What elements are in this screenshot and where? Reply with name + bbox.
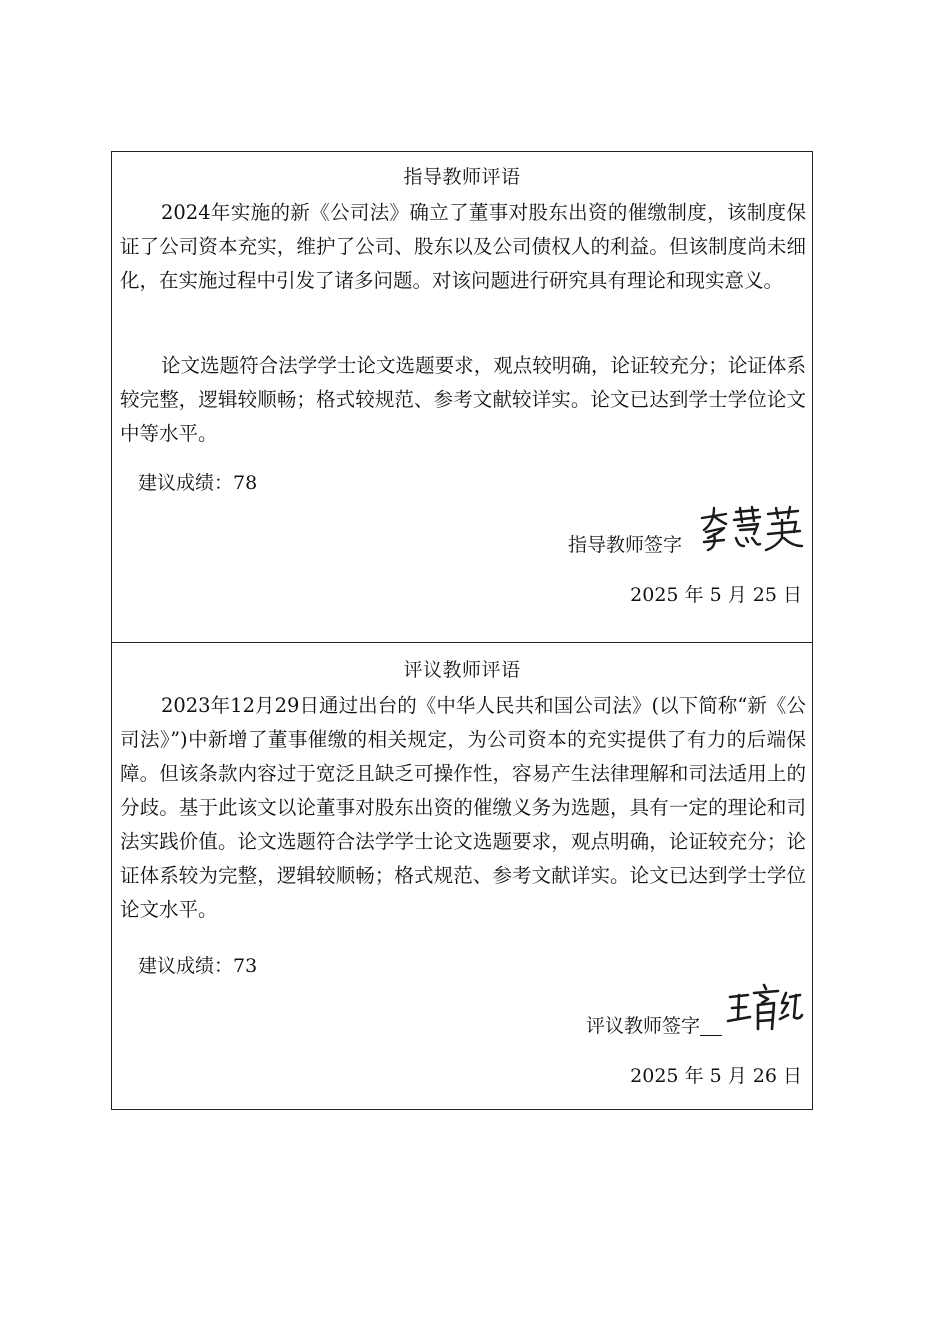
advisor-comments-section [112, 152, 812, 643]
evaluation-form [111, 151, 813, 1110]
advisor-comment-paragraph-2: 论文选题符合法学学士论文选题要求，观点较明确，论证较充分；论证体系较完整，逻辑较顺畅；格式较规范、参考文献较详实。论文已达到学士学位论文中等水平。 [120, 354, 806, 445]
advisor-date: 2025 年 5 月 25 日 [630, 584, 802, 606]
advisor-comment-paragraph-1: 2024年实施的新《公司法》确立了董事对股东出资的催缴制度，该制度保证了公司资本充实，维护了公司、股东以及公司债权人的利益。但该制度尚未细化，在实施过程中引发了诸多问题。对该问题进行研究具有理论和现实意义。 [120, 201, 806, 292]
reviewer-date: 2025 年 5 月 26 日 [630, 1065, 802, 1087]
reviewer-comments-section [112, 643, 812, 1109]
signature-blank-line [700, 1017, 722, 1036]
advisor-suggested-grade: 建议成绩：78 [138, 472, 258, 494]
advisor-signature-row [568, 504, 804, 559]
reviewer-signature-label: 评议教师签字 [585, 1015, 700, 1037]
reviewer-comment-paragraph: 2023年12月29日通过出台的《中华人民共和国公司法》(以下简称“新《公司法》”)中新增了董事催缴的相关规定，为公司资本的充实提供了有力的后端保障。但该条款内容过于宽泛且缺乏可操作性，容易产生法律理解和司法适用上的分歧。基于此该文以论董事对股东出资的催缴义务为选题，具有一定的理论和司法实践价值。论文选题符合法学学士论文选题要求，观点明确，论证较充分；论证体系较为完整，逻辑较顺畅；格式规范、参考文献详实。论文已达到学士学位论文水平。 [120, 694, 806, 921]
advisor-signature-label: 指导教师签字 [567, 534, 682, 556]
reviewer-section-title: 评议教师评语 [403, 659, 521, 681]
advisor-handwritten-signature [696, 504, 804, 559]
advisor-section-title: 指导教师评语 [403, 166, 521, 188]
reviewer-suggested-grade: 建议成绩：73 [138, 955, 258, 977]
reviewer-signature-row [586, 983, 804, 1040]
reviewer-handwritten-signature [726, 983, 804, 1040]
